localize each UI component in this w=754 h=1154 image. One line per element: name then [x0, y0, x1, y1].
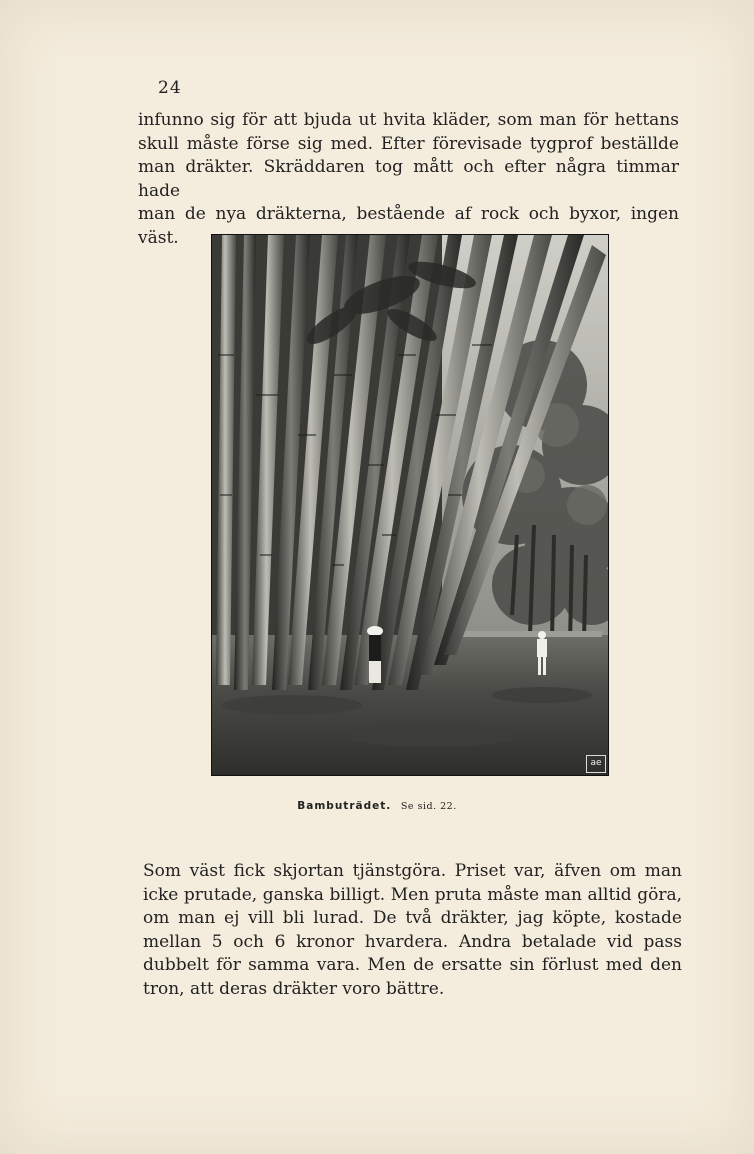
text-line: om man ej vill bli lurad. De två dräkter, jag köpte, kostade	[143, 908, 682, 928]
caption-title: Bambuträdet.	[297, 800, 392, 812]
top-paragraph	[138, 109, 679, 250]
text-line: man de nya dräkterna, bestående af rock och byxor, ingen väst.	[138, 204, 679, 248]
figure-caption	[0, 800, 754, 812]
text-line: dubbelt för samma vara. Men de ersatte sin förlust med den	[143, 955, 682, 975]
page-number: 24	[158, 78, 182, 98]
text-line: mellan 5 och 6 kronor hvardera. Andra betalade vid pass	[143, 931, 682, 952]
person-figure-left	[367, 626, 383, 683]
text-line: infunno sig för att bjuda ut hvita kläder, som man för hettans	[138, 110, 679, 130]
engraver-mark: ae	[586, 755, 606, 773]
text-line: tron, att deras dräkter voro bättre.	[143, 978, 445, 999]
bamboo-photograph	[211, 234, 609, 776]
caption-reference: Se sid. 22.	[400, 801, 457, 812]
text-line: Som väst fick skjortan tjänstgöra. Priset var, äfven om man	[143, 861, 682, 881]
bamboo-illustration	[212, 235, 608, 775]
text-line: man dräkter. Skräddaren tog mått och efter några timmar hade	[138, 157, 679, 201]
text-line: skull måste förse sig med. Efter förevisade tygprof beställde	[138, 133, 679, 154]
bottom-paragraph	[143, 860, 682, 1001]
text-line: icke prutade, ganska billigt. Men pruta måste man alltid göra,	[143, 884, 682, 905]
